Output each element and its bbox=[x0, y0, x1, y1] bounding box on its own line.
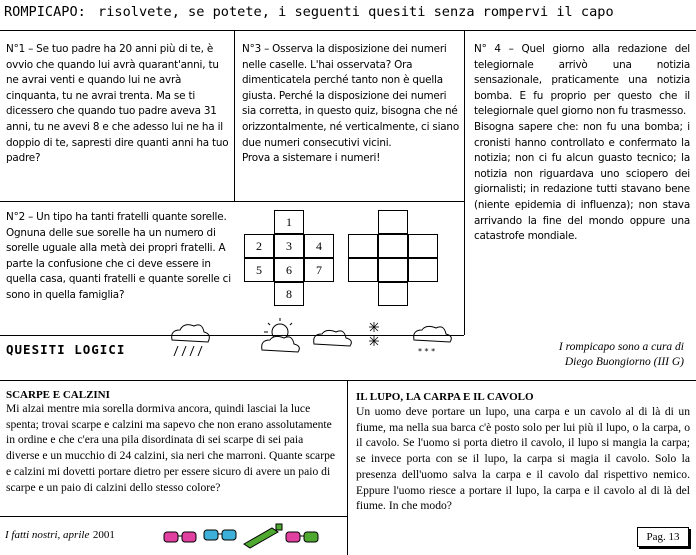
divider-col2 bbox=[464, 30, 465, 202]
number-grid bbox=[244, 210, 334, 306]
sunglasses-icon bbox=[164, 532, 196, 542]
grid-cell: 5 bbox=[244, 258, 274, 282]
snowflake-icon bbox=[369, 322, 379, 346]
grid-cell: 1 bbox=[274, 210, 304, 234]
grid-cell: 4 bbox=[304, 234, 334, 258]
divider-row1 bbox=[0, 201, 234, 202]
grid-blank-cell bbox=[378, 282, 408, 306]
grid-empty bbox=[304, 210, 334, 234]
divider-col2-lower bbox=[464, 200, 465, 335]
grid-blank-cell bbox=[408, 234, 438, 258]
empty-grid bbox=[348, 210, 438, 306]
header-subtitle: risolvete, se potete, i seguenti quesiti senza rompervi il capo bbox=[98, 4, 614, 20]
credit bbox=[484, 340, 684, 370]
puzzle-2 bbox=[6, 210, 236, 304]
grid-empty bbox=[244, 282, 274, 306]
section-rule-bottom bbox=[0, 380, 696, 381]
footer-year: 2001 bbox=[92, 529, 115, 541]
puzzle-3-text: N°3 – Osserva la disposizione dei numeri nelle caselle. L'hai osservata? Ora dimenticatela perché tanto non è quella giusta. Perché la disposizione dei numeri sia corretta, in questo quiz, bisogna che né orizzontalmente, né verticalmente, ci siano due numeri consecutivi vicini. bbox=[242, 43, 459, 149]
puzzle-1 bbox=[6, 42, 230, 167]
grid-empty bbox=[348, 282, 378, 306]
cloud-icon bbox=[314, 330, 352, 346]
grid-cell: 3 bbox=[274, 234, 304, 258]
puzzle-3 bbox=[242, 42, 460, 167]
credit-line-1: I rompicapo sono a cura di bbox=[558, 341, 684, 353]
credit-author: Diego Buongiorno (III G) bbox=[564, 356, 684, 368]
puzzle-4-intro: N° 4 – Quel giorno alla redazione del telegiornale arrivò una notizia sensazionale, praticamente una notizia bomba. E fu proprio per questo che il telegiornale quel giorno non fu trasmesso. bbox=[474, 43, 690, 118]
svg-text:* * *: * * * bbox=[418, 347, 436, 356]
page-header bbox=[4, 4, 614, 20]
puzzle-4-clues: Bisogna sapere che: non fu una bomba; i cronisti hanno controllato e confermato la notizia; non ci fu alcun guasto tecnico; la notizia non riguardava uno sciopero dei giornalisti; in redazione tutti stavano bene (niente epidemia di influenza); non stava arrivando la fine del mondo oppure una catastrofe mondiale. bbox=[474, 120, 690, 243]
divider-col1 bbox=[234, 30, 235, 202]
sunglasses-icon bbox=[204, 530, 236, 540]
grid-empty bbox=[304, 282, 334, 306]
divider-bottom-cols bbox=[347, 380, 348, 555]
puzzle-3-cta: Prova a sistemare i numeri! bbox=[242, 152, 381, 165]
header-title: ROMPICAPO: bbox=[4, 4, 86, 20]
lupo-article bbox=[356, 391, 690, 514]
weather-icons bbox=[160, 318, 480, 366]
cloud-rain-icon bbox=[172, 325, 210, 356]
section-title: QUESITI LOGICI bbox=[6, 342, 126, 357]
grid-blank-cell bbox=[378, 234, 408, 258]
grid-cell: 7 bbox=[304, 258, 334, 282]
footer-rule bbox=[0, 516, 347, 517]
grid-cell: 2 bbox=[244, 234, 274, 258]
decorative-doodles bbox=[160, 518, 330, 552]
grid-blank-cell bbox=[378, 210, 408, 234]
lupo-title: IL LUPO, LA CARPA E IL CAVOLO bbox=[356, 391, 534, 403]
cloud-snow-icon bbox=[414, 326, 452, 356]
scarpe-article bbox=[6, 389, 338, 495]
section-rule-top bbox=[0, 335, 464, 336]
footer-publication-name: I fatti nostri, aprile bbox=[5, 529, 90, 541]
grid-blank-cell bbox=[348, 258, 378, 282]
puzzle-1-text: N°1 – Se tuo padre ha 20 anni più di te, è ovvio che quando lui avrà quarant'anni, tu ne avrai venti e quando lui ne avrà cinquanta, tu ne avrai trenta. Ma se ti dicessero che quando tuo padre aveva 31 anni, tu ne avevi 8 e che adesso lui ne ha il doppio di te, sapresti dire quanti anni ha tuo padre? bbox=[6, 43, 229, 165]
grid-empty bbox=[408, 210, 438, 234]
grid-empty bbox=[408, 282, 438, 306]
puzzle-2-text: N°2 – Un tipo ha tanti fratelli quante sorelle. Ognuna delle sue sorelle ha un numero di sorelle uguale alla metà dei propri fratelli. A parte la confusione che ci deve essere in quella casa, quanti fratelli e quante sorelle ci sono in quella famiglia? bbox=[6, 211, 231, 301]
bottle-icon bbox=[244, 524, 282, 548]
scarpe-body: Mi alzai mentre mia sorella dormiva ancora, quindi lasciai la luce spenta; trovai scarpe e calzini ma sapevo che non erano assolutamente in ordine e che c'era una pila disordinata di sei scarpe di sei paia diverse e un mucchio di 24 calzini, sia neri che marroni. Quante scarpe e calzini mi dovetti portare dietro per essere sicuro di avere un paio di scarpe e un paio di calzini dello stesso colore? bbox=[6, 402, 336, 494]
grid-blank-cell bbox=[408, 258, 438, 282]
scarpe-title: SCARPE E CALZINI bbox=[6, 389, 110, 401]
page-number: Pag. 13 bbox=[637, 527, 689, 547]
grid-blank-cell bbox=[348, 234, 378, 258]
footer-publication bbox=[5, 528, 115, 541]
sunglasses-icon bbox=[286, 532, 318, 542]
lupo-body: Un uomo deve portare un lupo, una carpa e un cavolo al di là di un fiume, ma nella sua barca c'è posto solo per lui più il lupo, o la carpa, o il cavolo. Se l'uomo si porta dietro il cavolo, il lupo si mangia la carpa; se invece porta con se il lupo, la carpa si magia il cavolo. Solo la presenza dell'uomo salva la carpa e il cavolo dal rispettivo nemico. Eppure l'uomo riesce a portare il lupo, la carpa e il cavolo al di là del fiume. In che modo? bbox=[356, 405, 690, 513]
divider-row1b bbox=[206, 201, 464, 202]
grid-empty bbox=[244, 210, 274, 234]
grid-cell: 8 bbox=[274, 282, 304, 306]
grid-cell: 6 bbox=[274, 258, 304, 282]
header-rule bbox=[0, 30, 696, 31]
puzzle-4 bbox=[474, 42, 690, 245]
grid-empty bbox=[348, 210, 378, 234]
grid-blank-cell bbox=[378, 258, 408, 282]
